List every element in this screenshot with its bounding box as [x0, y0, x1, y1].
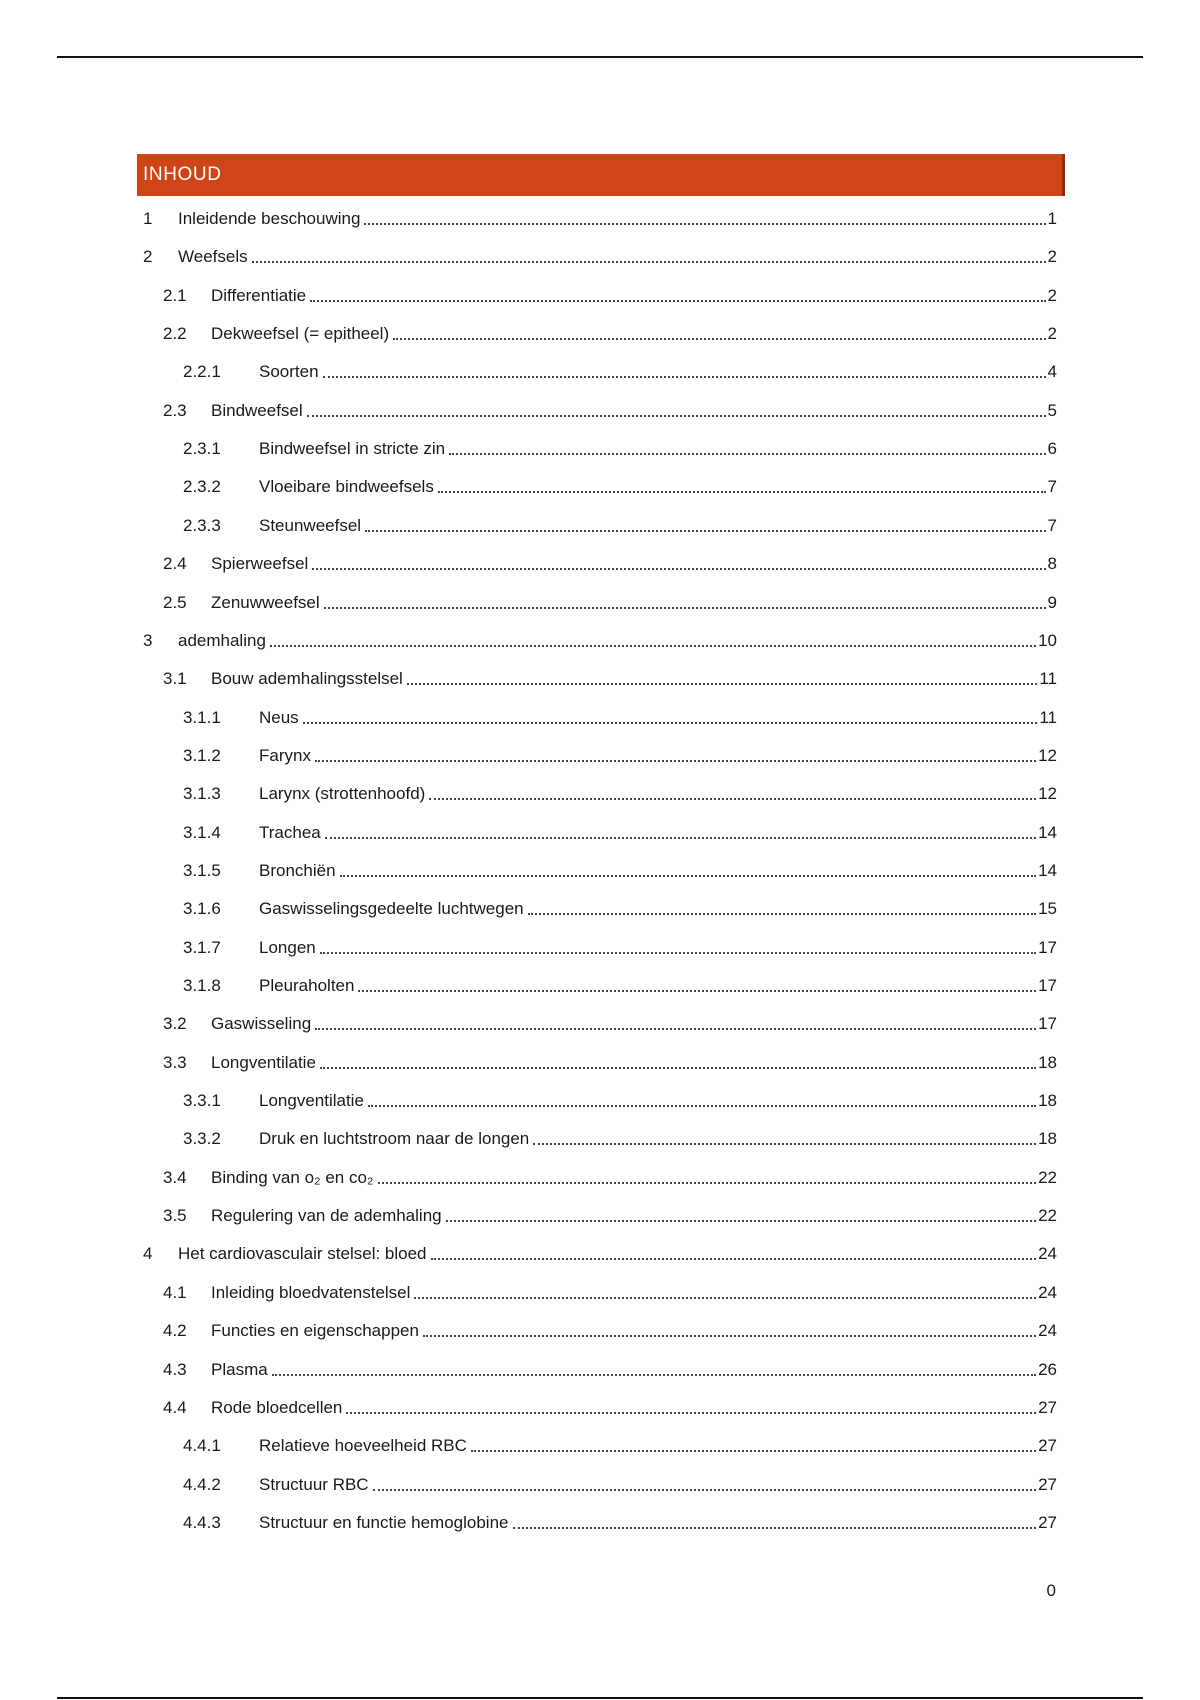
toc-dot-leader — [365, 529, 1045, 532]
footer-rule — [57, 1697, 1143, 1699]
toc-entry-page: 24 — [1038, 1321, 1057, 1341]
toc-entry-title: Het cardiovasculair stelsel: bloed — [178, 1244, 427, 1264]
toc-entry-page: 17 — [1038, 937, 1057, 957]
toc-entry[interactable] — [137, 896, 1057, 920]
toc-header-bar — [137, 154, 1065, 196]
toc-entry-title: Binding van o₂ en co₂ — [211, 1167, 374, 1187]
toc-entry[interactable] — [137, 781, 1057, 805]
toc-entry-number: 4 — [143, 1244, 153, 1264]
toc-entry-number: 2.2.1 — [183, 362, 221, 382]
toc-entry[interactable] — [137, 628, 1057, 652]
toc-entry-page: 27 — [1038, 1397, 1057, 1417]
toc-entry-number: 2.3.2 — [183, 477, 221, 497]
toc-entry[interactable] — [137, 1011, 1057, 1035]
toc-dot-leader — [407, 682, 1038, 685]
toc-dot-leader — [315, 1027, 1036, 1030]
toc-entry-title: Druk en luchtstroom naar de longen — [259, 1129, 530, 1149]
toc-dot-leader — [393, 337, 1045, 340]
toc-entry[interactable] — [137, 743, 1057, 767]
toc-entry-page: 22 — [1038, 1167, 1057, 1187]
toc-entry-title: Weefsels — [178, 247, 248, 267]
toc-entry-title: Gaswisselingsgedeelte luchtwegen — [259, 899, 524, 919]
toc-entry-page: 4 — [1047, 362, 1057, 382]
toc-entry-title: Steunweefsel — [259, 515, 362, 535]
toc-entry[interactable] — [137, 398, 1057, 422]
toc-entry-number: 3.3.1 — [183, 1091, 221, 1111]
toc-entry-number: 3.1.2 — [183, 745, 221, 765]
toc-entry-number: 4.1 — [163, 1282, 187, 1302]
toc-entry-title: Soorten — [259, 362, 319, 382]
toc-entry-number: 3.1.3 — [183, 784, 221, 804]
toc-entry-number: 3.1.6 — [183, 899, 221, 919]
toc-entry[interactable] — [137, 436, 1057, 460]
toc-entry-title: Bronchiën — [259, 860, 336, 880]
toc-entry-page: 22 — [1038, 1206, 1057, 1226]
toc-entry[interactable] — [137, 666, 1057, 690]
toc-entry-page: 8 — [1047, 554, 1057, 574]
toc-entry-page: 11 — [1039, 707, 1057, 727]
toc-entry-title: Larynx (strottenhoofd) — [259, 784, 426, 804]
header-rule — [57, 56, 1143, 58]
toc-entry-number: 3.1 — [163, 669, 187, 689]
toc-dot-leader — [307, 414, 1046, 417]
toc-entry-title: Longventilatie — [259, 1091, 364, 1111]
toc-entry[interactable] — [137, 1395, 1057, 1419]
toc-entry-title: Plasma — [211, 1359, 268, 1379]
toc-dot-leader — [446, 1219, 1036, 1222]
toc-entry-title: Rode bloedcellen — [211, 1397, 343, 1417]
toc-dot-leader — [431, 1257, 1037, 1260]
toc-entry-number: 3.3 — [163, 1052, 187, 1072]
toc-dot-leader — [528, 912, 1036, 915]
toc-entry-number: 3.1.5 — [183, 860, 221, 880]
toc-dot-leader — [320, 951, 1036, 954]
toc-entry-title: Vloeibare bindweefsels — [259, 477, 434, 497]
toc-entry-page: 17 — [1038, 976, 1057, 995]
toc-dot-leader — [270, 644, 1036, 647]
toc-entry-number: 4.3 — [163, 1359, 187, 1379]
toc-entry-number: 2.5 — [163, 592, 187, 612]
toc-entry-title: Inleidende beschouwing — [178, 209, 361, 228]
toc-entry[interactable] — [137, 551, 1057, 575]
toc-entry[interactable] — [137, 1241, 1057, 1265]
toc-entry[interactable] — [137, 590, 1057, 614]
toc-entry-number: 2.2 — [163, 324, 187, 344]
toc-entry-title: Differentiatie — [211, 285, 307, 305]
toc-entry-number: 2.4 — [163, 554, 187, 574]
toc-entry-number: 3.4 — [163, 1167, 187, 1187]
toc-entry-title: Gaswisseling — [211, 1014, 312, 1034]
toc-entry[interactable] — [137, 1088, 1057, 1112]
toc-entry[interactable] — [137, 321, 1057, 345]
toc-entry-number: 2.3.1 — [183, 439, 221, 459]
toc-entry-title: Relatieve hoeveelheid RBC — [259, 1436, 467, 1456]
toc-entry-title: Longventilatie — [211, 1052, 316, 1072]
toc-entry-page: 18 — [1038, 1052, 1057, 1072]
toc-entry-title: Structuur RBC — [259, 1474, 369, 1494]
toc-entry-title: Dekweefsel (= epitheel) — [211, 324, 390, 344]
toc-dot-leader — [324, 606, 1046, 609]
toc-entry-page: 27 — [1038, 1474, 1057, 1494]
toc-entry-number: 3 — [143, 630, 153, 650]
toc-entry-page: 11 — [1039, 669, 1057, 689]
toc-entry[interactable] — [137, 705, 1057, 729]
toc-dot-leader — [312, 567, 1045, 570]
toc-entry-number: 2.3 — [163, 400, 187, 420]
toc-dot-leader — [414, 1296, 1036, 1299]
toc-entry-page: 12 — [1038, 745, 1057, 765]
toc-entry-page: 7 — [1047, 477, 1057, 497]
toc-entry-page: 27 — [1038, 1512, 1057, 1532]
toc-entry-page: 14 — [1038, 860, 1057, 880]
toc-dot-leader — [252, 260, 1046, 263]
toc-entry[interactable] — [137, 1280, 1057, 1304]
toc-dot-leader — [471, 1449, 1036, 1452]
toc-entry-number: 4.2 — [163, 1321, 187, 1341]
toc-dot-leader — [323, 375, 1046, 378]
toc-entry[interactable] — [137, 359, 1057, 383]
toc-dot-leader — [358, 989, 1036, 992]
toc-entry-page: 2 — [1047, 285, 1057, 305]
toc-entry-page: 12 — [1038, 784, 1057, 804]
toc-entry[interactable] — [137, 1357, 1057, 1381]
toc-entry-number: 4.4.3 — [183, 1512, 221, 1532]
toc-entry-number: 3.1.1 — [183, 707, 221, 727]
toc-entry-page: 24 — [1038, 1282, 1057, 1302]
toc-dot-leader — [373, 1488, 1036, 1491]
toc-entry-number: 3.5 — [163, 1206, 187, 1226]
toc-entry-number: 4.4.2 — [183, 1474, 221, 1494]
toc-entry-title: Bindweefsel — [211, 400, 303, 420]
toc-entry[interactable] — [137, 858, 1057, 882]
toc-entry-page: 24 — [1038, 1244, 1057, 1264]
toc-title: INHOUD — [143, 164, 222, 185]
toc-entry-number: 3.2 — [163, 1014, 187, 1034]
toc-entry[interactable] — [137, 1126, 1057, 1150]
toc-entry-page: 27 — [1038, 1436, 1057, 1456]
toc-dot-leader — [315, 759, 1036, 762]
toc-entry-title: Trachea — [259, 822, 321, 842]
toc-entry-page: 14 — [1038, 822, 1057, 842]
toc-entry[interactable] — [137, 1318, 1057, 1342]
toc-entry-page: 2 — [1047, 324, 1057, 344]
toc-entry-page: 15 — [1038, 899, 1057, 919]
toc-entry-number: 1 — [143, 209, 153, 228]
toc-entry-page: 7 — [1047, 515, 1057, 535]
toc-dot-leader — [438, 490, 1046, 493]
toc-entry-number: 4.4 — [163, 1397, 187, 1417]
toc-entry-title: Pleuraholten — [259, 976, 355, 995]
toc-entry[interactable] — [137, 973, 1057, 997]
toc-entry[interactable] — [137, 1165, 1057, 1189]
toc-entry[interactable] — [137, 1050, 1057, 1074]
toc-entry-title: Structuur en functie hemoglobine — [259, 1512, 509, 1532]
toc-entry-page: 10 — [1038, 630, 1057, 650]
toc-entry-title: Longen — [259, 937, 316, 957]
toc-dot-leader — [513, 1526, 1037, 1529]
toc-dot-leader — [340, 874, 1037, 877]
toc-dot-leader — [320, 1066, 1036, 1069]
toc-entry[interactable] — [137, 206, 1057, 230]
toc-entry[interactable] — [137, 513, 1057, 537]
toc-entry-title: Neus — [259, 707, 299, 727]
table-of-contents — [137, 154, 1065, 1532]
toc-entry-page: 17 — [1038, 1014, 1057, 1034]
toc-entry[interactable] — [137, 244, 1057, 268]
toc-entry[interactable] — [137, 283, 1057, 307]
toc-entry-number: 3.3.2 — [183, 1129, 221, 1149]
toc-entry-number: 3.1.7 — [183, 937, 221, 957]
toc-entry-page: 18 — [1038, 1129, 1057, 1149]
toc-dot-leader — [364, 222, 1045, 225]
toc-dot-leader — [272, 1373, 1036, 1376]
toc-entry-page: 2 — [1047, 247, 1057, 267]
toc-dot-leader — [303, 721, 1038, 724]
toc-entry[interactable] — [137, 1510, 1057, 1534]
toc-entry-title: Functies en eigenschappen — [211, 1321, 419, 1341]
toc-dot-leader — [346, 1411, 1036, 1414]
toc-entry-page: 5 — [1047, 400, 1057, 420]
toc-dot-leader — [449, 452, 1045, 455]
toc-dot-leader — [378, 1181, 1037, 1184]
toc-entry[interactable] — [137, 1433, 1057, 1457]
toc-dot-leader — [310, 299, 1045, 302]
toc-entry-page: 26 — [1038, 1359, 1057, 1379]
toc-dot-leader — [423, 1334, 1036, 1337]
toc-entry-title: Spierweefsel — [211, 554, 309, 574]
toc-entry-page: 18 — [1038, 1091, 1057, 1111]
toc-entry-title: Zenuwweefsel — [211, 592, 320, 612]
toc-dot-leader — [429, 797, 1036, 800]
page-number: 0 — [1046, 1581, 1056, 1600]
toc-entry-number: 2 — [143, 247, 153, 267]
toc-entry-page: 6 — [1047, 439, 1057, 459]
toc-entry-title: Bindweefsel in stricte zin — [259, 439, 446, 459]
toc-entry-title: ademhaling — [178, 630, 266, 650]
toc-entry-number: 3.1.8 — [183, 976, 221, 995]
toc-entry[interactable] — [137, 1203, 1057, 1227]
toc-dot-leader — [325, 836, 1036, 839]
toc-entry[interactable] — [137, 820, 1057, 844]
toc-entry-page: 1 — [1047, 209, 1057, 228]
toc-dot-leader — [368, 1104, 1036, 1107]
toc-entry-title: Farynx — [259, 745, 311, 765]
toc-entry-title: Regulering van de ademhaling — [211, 1206, 442, 1226]
toc-entry-page: 9 — [1047, 592, 1057, 612]
toc-entry-title: Bouw ademhalingsstelsel — [211, 669, 403, 689]
toc-entry[interactable] — [137, 935, 1057, 959]
toc-entry-number: 2.1 — [163, 285, 187, 305]
toc-entry-number: 2.3.3 — [183, 515, 221, 535]
toc-entry[interactable] — [137, 474, 1057, 498]
toc-entry[interactable] — [137, 1472, 1057, 1496]
toc-entry-number: 3.1.4 — [183, 822, 221, 842]
toc-entry-title: Inleiding bloedvatenstelsel — [211, 1282, 411, 1302]
toc-entry-number: 4.4.1 — [183, 1436, 221, 1456]
toc-dot-leader — [533, 1142, 1036, 1145]
